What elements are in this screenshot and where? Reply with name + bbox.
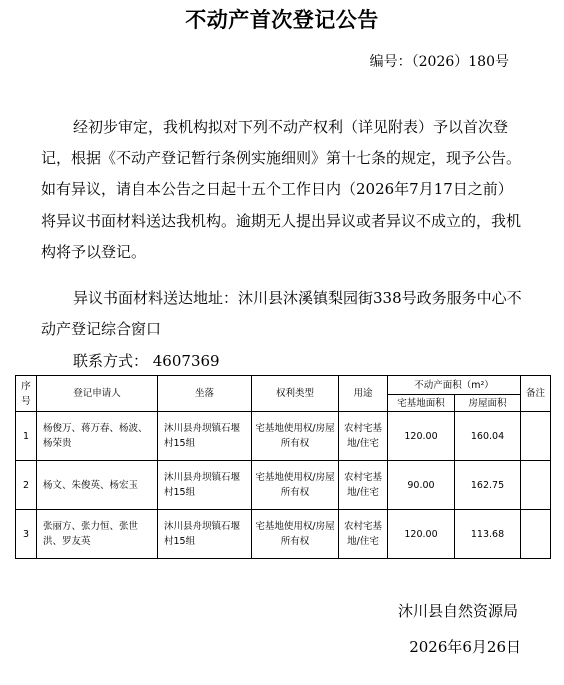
header-applicant: 登记申请人 — [37, 376, 158, 412]
registration-table — [15, 375, 551, 559]
cell-location: 沐川县舟坝镇石堰村15组 — [158, 412, 252, 461]
cell-right-type: 宅基地使用权/房屋所有权 — [252, 461, 339, 510]
announcement-paragraph: 经初步审定，我机构拟对下列不动产权利（详见附表）予以首次登记，根据《不动产登记暂行条例实施细则》第十七条的规定，现予公告。如有异议，请自本公告之日起十五个工作日内（2026年7月17日之前）将异议书面材料送达我机构。逾期无人提出异议或者异议不成立的，我机构将予以登记。 — [41, 118, 522, 261]
cell-location: 沐川县舟坝镇石堰村15组 — [158, 461, 252, 510]
cell-applicant: 杨文、朱俊英、杨宏玉 — [37, 461, 158, 510]
header-usage: 用途 — [339, 376, 388, 412]
cell-applicant: 杨俊万、蒋万春、杨波、杨荣贵 — [37, 412, 158, 461]
cell-usage: 农村宅基地/住宅 — [339, 412, 388, 461]
contact-paragraph: 联系方式： 4607369 — [73, 352, 220, 370]
cell-seq: 1 — [16, 412, 37, 461]
cell-land-area: 120.00 — [388, 412, 455, 461]
cell-house-area: 113.68 — [455, 510, 521, 559]
cell-right-type: 宅基地使用权/房屋所有权 — [252, 510, 339, 559]
cell-remark — [521, 510, 551, 559]
header-land-area: 宅基地面积 — [388, 395, 455, 412]
cell-land-area: 120.00 — [388, 510, 455, 559]
header-remark: 备注 — [521, 376, 551, 412]
issuing-organization: 沐川县自然资源局 — [397, 602, 518, 620]
table-row — [16, 461, 551, 510]
document-number: 编号：（2026）180号 — [369, 54, 509, 70]
cell-location: 沐川县舟坝镇石堰村15组 — [158, 510, 252, 559]
cell-usage: 农村宅基地/住宅 — [339, 510, 388, 559]
objection-address-paragraph: 异议书面材料送达地址：沐川县沐溪镇梨园街338号政务服务中心不动产登记综合窗口 — [41, 289, 522, 339]
issue-date: 2026年6月26日 — [409, 638, 521, 656]
header-area-group: 不动产面积（m²） — [388, 376, 521, 395]
cell-remark — [521, 461, 551, 510]
cell-seq: 2 — [16, 461, 37, 510]
page-title: 不动产首次登记公告 — [185, 8, 379, 32]
cell-remark — [521, 412, 551, 461]
header-location: 坐落 — [158, 376, 252, 412]
table-row — [16, 412, 551, 461]
header-right-type: 权利类型 — [252, 376, 339, 412]
header-seq: 序号 — [16, 376, 37, 412]
cell-house-area: 162.75 — [455, 461, 521, 510]
cell-land-area: 90.00 — [388, 461, 455, 510]
cell-house-area: 160.04 — [455, 412, 521, 461]
cell-seq: 3 — [16, 510, 37, 559]
cell-usage: 农村宅基地/住宅 — [339, 461, 388, 510]
cell-applicant: 张丽方、张力恒、张世洪、罗友英 — [37, 510, 158, 559]
table-row — [16, 510, 551, 559]
header-house-area: 房屋面积 — [455, 395, 521, 412]
cell-right-type: 宅基地使用权/房屋所有权 — [252, 412, 339, 461]
